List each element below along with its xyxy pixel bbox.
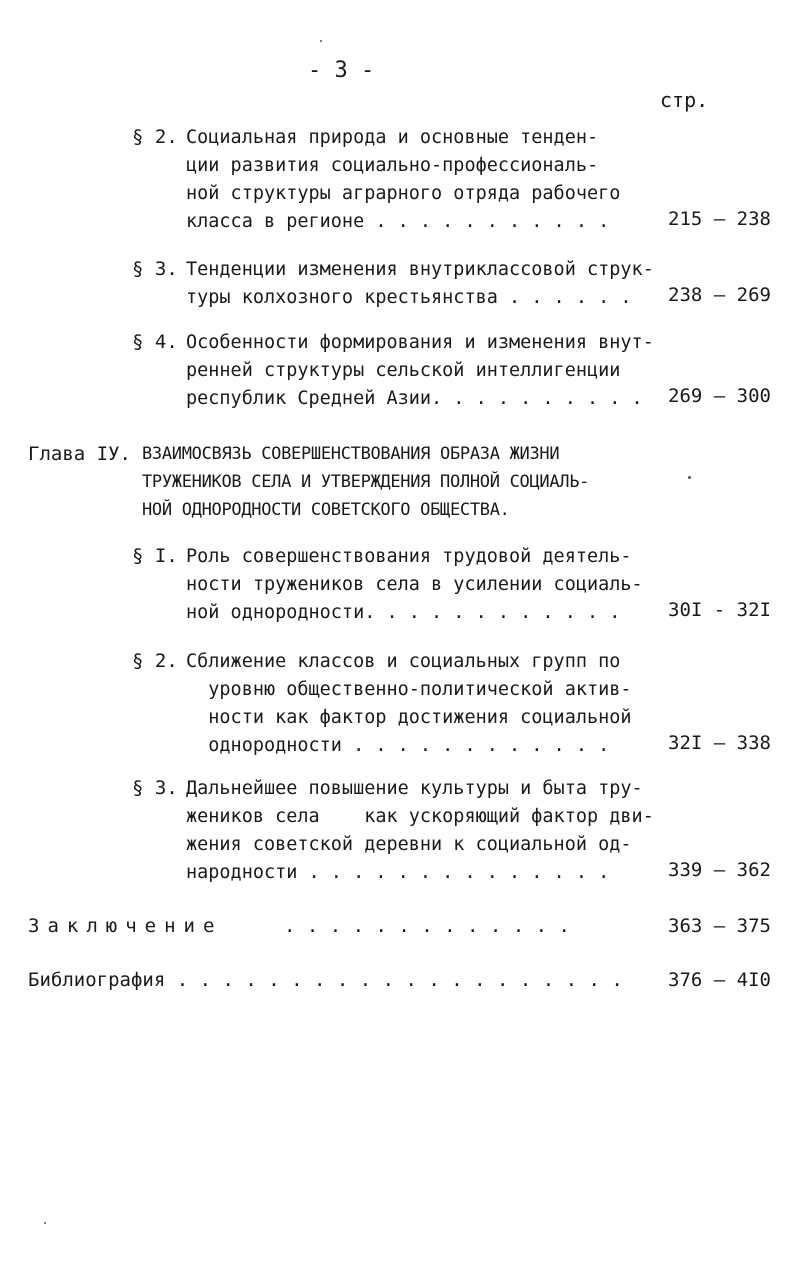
conclusion-leader-dots: . . . . . . . . . . . . . [284, 915, 570, 937]
entry-title-line: туры колхозного крестьянства . . . . . . [186, 287, 632, 308]
entry-title-line: ции развития социально-профессиональ- [186, 155, 599, 176]
section-mark: § 2. [132, 650, 178, 672]
entry-title-line: Социальная природа и основные тенден- [186, 127, 599, 148]
page-range: 238 – 269 [668, 284, 771, 306]
entry-title-line: Роль совершенствования трудовой деятель- [186, 546, 632, 567]
section-mark: § 3. [132, 258, 178, 280]
scan-speck [320, 40, 322, 42]
page-range: 32I – 338 [668, 732, 771, 754]
chapter-title-line: ВЗАИМОСВЯЗЬ СОВЕРШЕНСТВОВАНИЯ ОБРАЗА ЖИЗНИ [142, 444, 560, 464]
chapter-title-line: НОЙ ОДНОРОДНОСТИ СОВЕТСКОГО ОБЩЕСТВА. [142, 500, 510, 520]
entry-title-line: республик Средней Азии. . . . . . . . . . [186, 388, 643, 409]
page-range: 376 – 4I0 [668, 969, 771, 991]
page-column-header: стр. [660, 88, 709, 112]
page-range: 363 – 375 [668, 915, 771, 937]
scan-speck [688, 476, 691, 479]
entry-title-line: народности . . . . . . . . . . . . . . [186, 862, 610, 883]
entry-title-line: однородности . . . . . . . . . . . . [186, 735, 610, 756]
entry-title-line: уровню общественно-политической актив- [186, 679, 632, 700]
entry-title-line: ренней структуры сельской интеллигенции [186, 360, 621, 381]
page-range: 269 – 300 [668, 385, 771, 407]
entry-title-line: Особенности формирования и изменения внут- [186, 332, 654, 353]
page-range: 215 – 238 [668, 208, 771, 230]
entry-title-line: Дальнейшее повышение культуры и быта тру- [186, 778, 643, 799]
page-range: 339 – 362 [668, 859, 771, 881]
entry-title-line: Тенденции изменения внутриклассовой струк- [186, 259, 654, 280]
entry-title-line: ности как фактор достижения социальной [186, 707, 632, 728]
scan-speck [44, 1222, 46, 1224]
chapter-title-line: ТРУЖЕНИКОВ СЕЛА И УТВЕРЖДЕНИЯ ПОЛНОЙ СОЦИАЛЬ- [142, 472, 590, 492]
entry-title-line: ности тружеников села в усилении социаль- [186, 574, 643, 595]
conclusion-label: Заключение [28, 915, 223, 937]
page-range: 30I - 32I [668, 599, 771, 621]
page-number: - 3 - [308, 58, 375, 83]
section-mark: § I. [132, 545, 178, 567]
entry-title-line: ной однородности. . . . . . . . . . . . [186, 602, 621, 623]
entry-title-line: жения советской деревни к социальной од- [186, 834, 632, 855]
section-mark: § 4. [132, 331, 178, 353]
section-mark: § 3. [132, 777, 178, 799]
entry-title-line: Сближение классов и социальных групп по [186, 651, 621, 672]
section-mark: § 2. [132, 126, 178, 148]
entry-title-line: класса в регионе . . . . . . . . . . . [186, 211, 610, 232]
bibliography-label: Библиография . . . . . . . . . . . . . . . . . . . . [28, 969, 623, 991]
chapter-label: Глава IУ. [28, 443, 131, 465]
entry-title-line: жеников села как ускоряющий фактор дви- [186, 806, 654, 827]
entry-title-line: ной структуры аграрного отряда рабочего [186, 183, 621, 204]
